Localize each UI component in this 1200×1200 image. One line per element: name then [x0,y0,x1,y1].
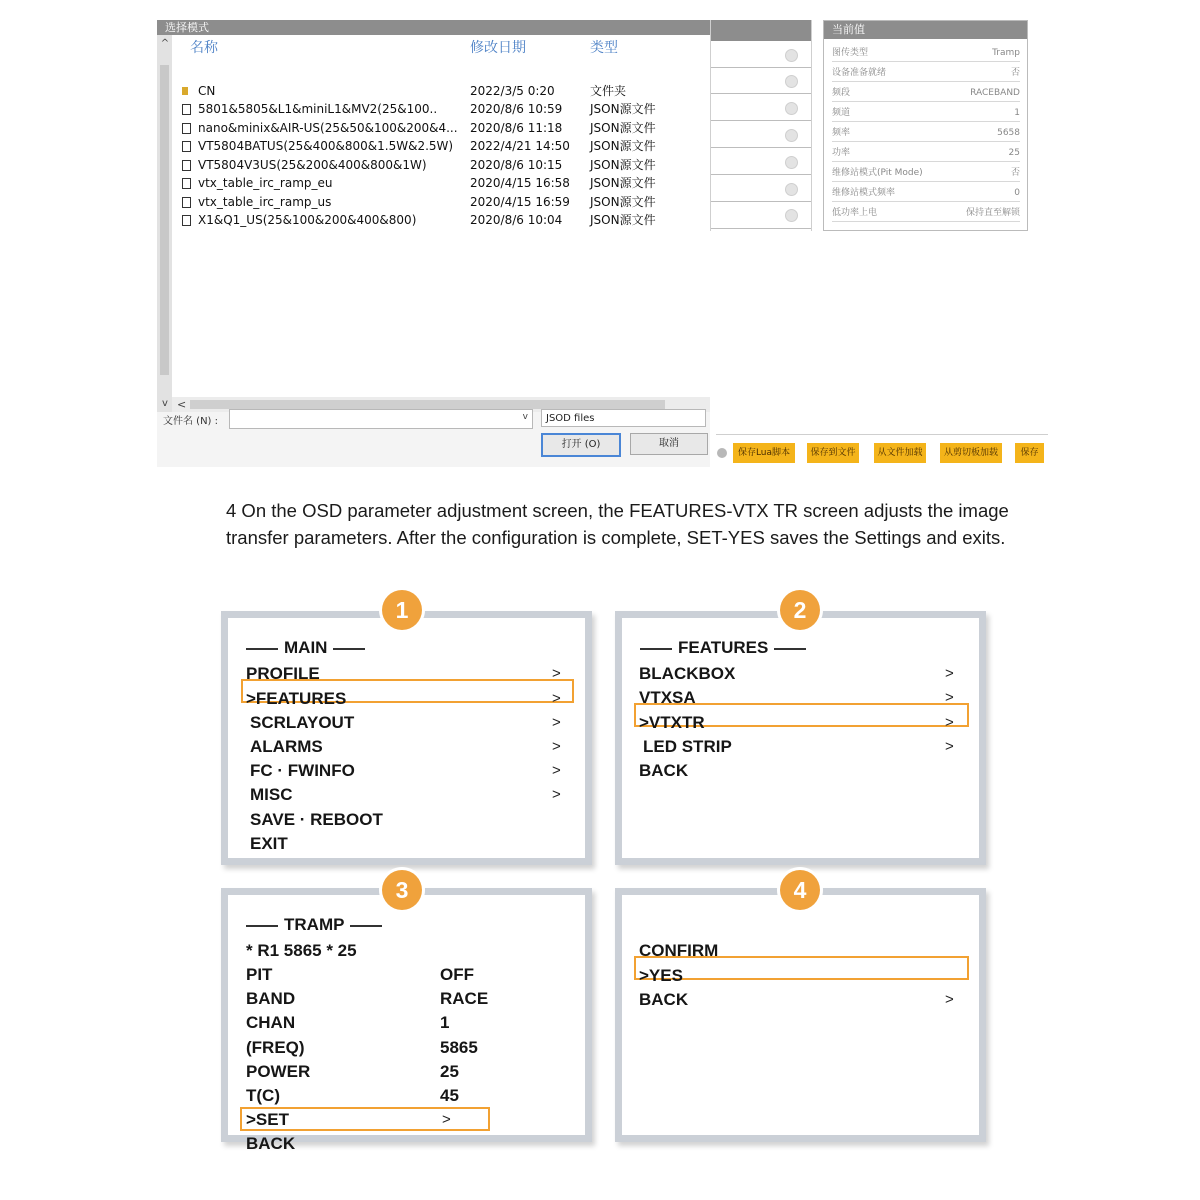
menu-item-exit[interactable]: EXIT [250,834,288,853]
filename-label: 文件名 (N) : [163,416,219,427]
confirm-label: CONFIRM [639,941,719,960]
divider [711,174,811,175]
scroll-up-icon[interactable]: ^ [160,38,170,49]
file-row[interactable]: vtx_table_irc_ramp_eu 2020/4/15 16:58 JSON源文件 [182,174,702,192]
file-dialog [157,20,710,467]
toolbar-divider [716,434,1048,435]
current-values-title: 当前值 [824,21,1027,39]
menu-item-profile[interactable]: PROFILE [246,664,320,683]
filetype-select[interactable]: JSOD files [541,409,706,427]
current-value-row: 维修站模式(Pit Mode) 否 [832,165,1020,182]
chevron-right-icon: > [945,991,954,1008]
menu-item-vtxsa[interactable]: VTXSA [639,688,696,707]
file-icon [182,104,191,115]
chevron-right-icon: > [552,738,561,755]
save-button[interactable]: 保存 [1015,443,1044,463]
load-from-clipboard-button[interactable]: 从剪切板加载 [940,443,1002,463]
scroll-left-icon[interactable]: < [177,398,187,411]
divider [711,120,811,121]
vtx-options-strip [710,20,812,231]
help-icon[interactable] [785,129,798,142]
current-value-row: 频率 5658 [832,125,1020,142]
file-icon [182,215,191,226]
current-value-row: 维修站模式频率 0 [832,185,1020,202]
osd-panel-confirm [615,888,986,1142]
chevron-right-icon: > [945,714,954,731]
chevron-right-icon: > [442,1111,451,1128]
current-value-row: 低功率上电 保持直至解锁 [832,205,1020,222]
chevron-right-icon: > [552,786,561,803]
save-lua-button[interactable]: 保存Lua脚本 [733,443,795,463]
file-row[interactable]: X1&Q1_US(25&100&200&400&800) 2020/8/6 10:04 JSON源文件 [182,211,702,229]
menu-item-fc-fwinfo[interactable]: FC · FWINFO [250,761,355,780]
menu-item-freq[interactable]: (FREQ) [246,1038,305,1057]
osd-panel-tramp [221,888,592,1153]
menu-item-chan[interactable]: CHAN [246,1013,296,1032]
osd-title: MAIN [240,638,371,658]
current-value-row: 频段 RACEBAND [832,85,1020,102]
help-icon[interactable] [785,102,798,115]
menu-item-features[interactable]: >FEATURES [246,689,347,708]
freq-value: 5865 [440,1038,478,1057]
current-value-row: 设备准备就绪 否 [832,65,1020,82]
menu-item-scrlayout[interactable]: SCRLAYOUT [250,713,355,732]
file-icon [182,197,191,208]
file-row[interactable]: VT5804V3US(25&200&400&800&1W) 2020/8/6 10:15 JSON源文件 [182,156,702,174]
chevron-right-icon: > [945,689,954,706]
chan-value: 1 [440,1013,450,1032]
chevron-right-icon: > [945,738,954,755]
save-to-file-button[interactable]: 保存到文件 [807,443,859,463]
dialog-title: 选择模式 [157,20,810,35]
menu-item-band[interactable]: BAND [246,989,296,1008]
file-row[interactable]: vtx_table_irc_ramp_us 2020/4/15 16:59 JSON源文件 [182,193,702,211]
folder-icon [182,87,188,95]
step-badge: 3 [382,870,422,910]
file-row[interactable]: VT5804BATUS(25&400&800&1.5W&2.5W) 2022/4/21 14:50 JSON源文件 [182,137,702,155]
open-button[interactable]: 打开 (O) [541,433,621,457]
menu-item-blackbox[interactable]: BLACKBOX [639,664,736,683]
step-badge: 4 [780,870,820,910]
menu-item-temp[interactable]: T(C) [246,1086,280,1105]
strip-header [711,20,811,41]
file-icon [182,141,191,152]
chevron-right-icon: > [552,714,561,731]
step-badge: 1 [382,590,422,630]
chevron-right-icon: > [552,762,561,779]
file-list [172,35,710,397]
divider [711,67,811,68]
file-icon [182,160,191,171]
file-row[interactable]: nano&minix&AIR-US(25&50&100&200&4... 2020/8/6 11:18 JSON源文件 [182,119,702,137]
info-icon[interactable] [717,448,727,458]
band-value: RACE [440,989,489,1008]
vtx-status-line: * R1 5865 * 25 [246,941,357,960]
menu-item-save-reboot[interactable]: SAVE · REBOOT [250,810,383,829]
cancel-button[interactable]: 取消 [630,433,708,455]
current-value-row: 功率 25 [832,145,1020,162]
help-icon[interactable] [785,183,798,196]
column-header-type[interactable]: 类型 [590,40,618,56]
menu-item-back[interactable]: BACK [639,990,689,1009]
file-icon [182,178,191,189]
file-row[interactable]: 5801&5805&L1&miniL1&MV2(25&100.. 2020/8/6 10:59 JSON源文件 [182,100,702,118]
divider [711,228,811,229]
menu-item-alarms[interactable]: ALARMS [250,737,323,756]
menu-item-misc[interactable]: MISC [250,785,293,804]
menu-item-back[interactable]: BACK [246,1134,296,1153]
temp-value: 45 [440,1086,459,1105]
vertical-scrollbar[interactable] [157,35,172,412]
current-values-panel [823,20,1028,231]
chevron-right-icon: > [945,665,954,682]
menu-item-led-strip[interactable]: LED STRIP [643,737,732,756]
chevron-down-icon[interactable]: v [522,412,528,422]
column-header-date[interactable]: 修改日期 [470,40,526,56]
osd-title: FEATURES [634,638,812,658]
help-icon[interactable] [785,209,798,222]
vertical-scroll-thumb[interactable] [160,65,169,375]
file-row[interactable]: CN 2022/3/5 0:20 文件夹 [182,82,702,100]
file-icon [182,123,191,134]
filename-input[interactable] [229,409,533,429]
column-header-name[interactable]: 名称 [190,40,218,56]
chevron-right-icon: > [552,665,561,682]
help-icon[interactable] [785,156,798,169]
menu-item-pit[interactable]: PIT [246,965,273,984]
instruction-caption: 4 On the OSD parameter adjustment screen, the FEATURES-VTX TR screen adjusts the image transfer parameters. After the configuration is complete, SET-YES saves the Settings and exits. [226,500,1009,548]
horizontal-scroll-thumb[interactable] [190,400,665,409]
menu-item-set[interactable]: >SET [246,1110,289,1129]
divider [711,93,811,94]
menu-item-power[interactable]: POWER [246,1062,311,1081]
menu-item-yes[interactable]: >YES [639,966,683,985]
help-icon[interactable] [785,49,798,62]
help-icon[interactable] [785,75,798,88]
current-value-row: 频道 1 [832,105,1020,122]
current-value-row: 图传类型 Tramp [832,45,1020,62]
step-badge: 2 [780,590,820,630]
osd-title: TRAMP [240,915,388,935]
osd-panel-main [221,611,592,865]
load-from-file-button[interactable]: 从文件加载 [874,443,926,463]
menu-item-vtxtr[interactable]: >VTXTR [639,713,705,732]
divider [711,147,811,148]
osd-panel-features [615,611,986,865]
scroll-down-icon[interactable]: v [162,398,168,409]
menu-item-back[interactable]: BACK [639,761,689,780]
power-value: 25 [440,1062,459,1081]
chevron-right-icon: > [552,690,561,707]
pit-value: OFF [440,965,474,984]
divider [711,201,811,202]
